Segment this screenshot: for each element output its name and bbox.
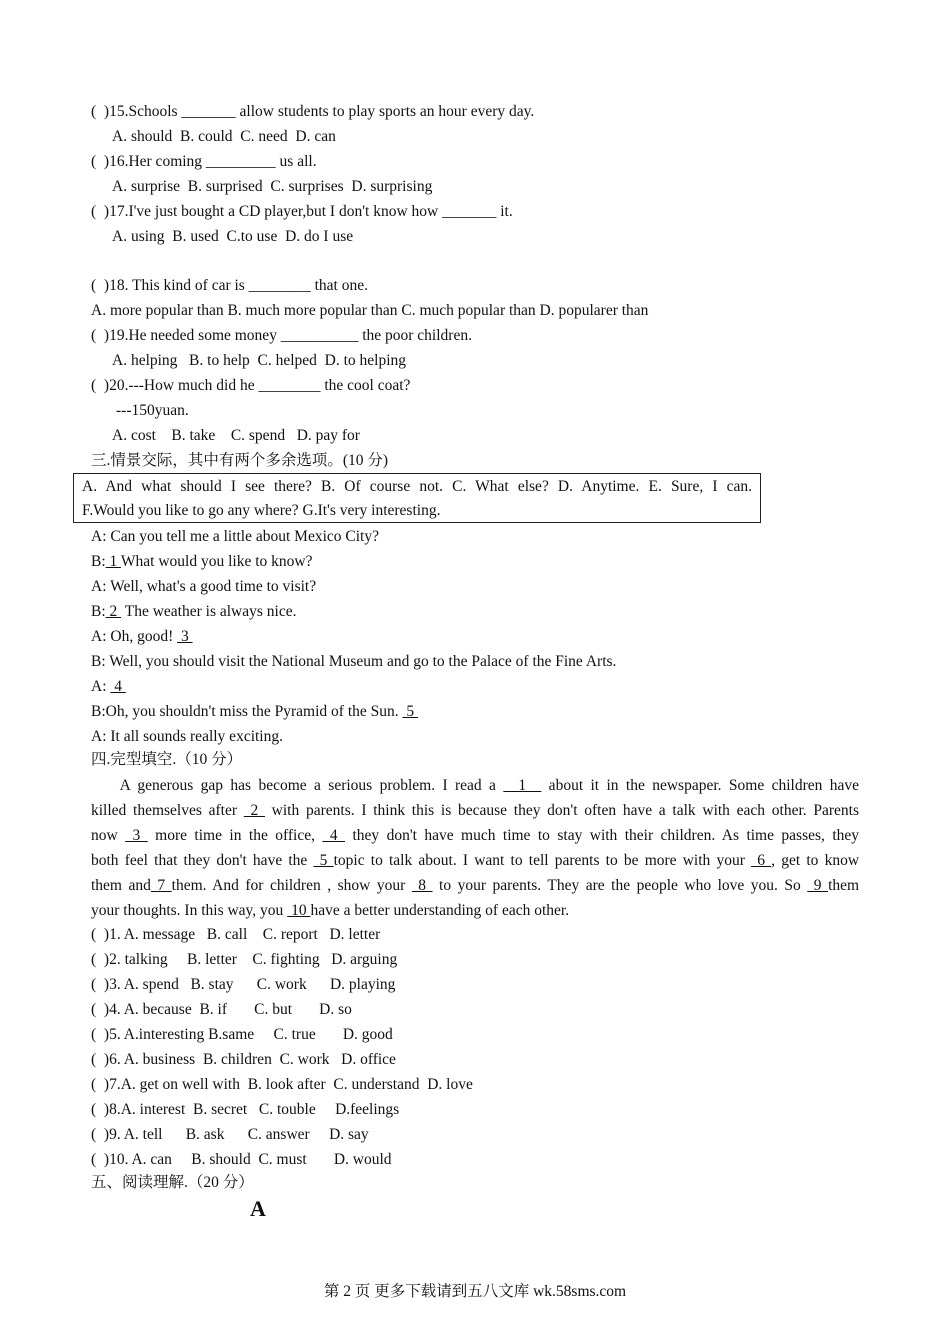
page-footer: 第 2 页 更多下载请到五八文库 wk.58sms.com [323, 1283, 627, 1300]
passage-text: topic to talk about. I want to tell parents to be more with your [333, 852, 752, 869]
section-4-title: 四.完型填空.（10 分） [91, 751, 243, 768]
dialog-text: B: [91, 603, 106, 620]
cloze-choice-line: ( )10. A. can B. should C. must D. would [91, 1151, 392, 1168]
question-18-stem: ( )18. This kind of car is ________ that one. [91, 277, 368, 294]
passage-text: now [91, 827, 126, 844]
passage-line [91, 826, 859, 846]
section-5-title: 五、阅读理解.（20 分） [91, 1174, 254, 1191]
passage-text: killed themselves after [91, 802, 244, 819]
cloze-blank[interactable]: _1_ [503, 777, 542, 794]
dialog-line [91, 627, 193, 647]
cloze-blank[interactable]: 2 [243, 802, 265, 819]
passage-line [91, 776, 859, 796]
dialog-line [91, 727, 283, 747]
dialog-line [91, 602, 296, 622]
dialog-text: A: Oh, good! [91, 628, 178, 645]
cloze-choice-line: ( )4. A. because B. if C. but D. so [91, 1001, 352, 1018]
question-16-stem: ( )16.Her coming _________ us all. [91, 153, 317, 170]
question-18-options: A. more popular than B. much more popular than C. much popular than D. popularer than [91, 302, 649, 319]
passage-text: them and [91, 877, 151, 894]
question-20-stem: ( )20.---How much did he ________ the cool coat? [91, 377, 411, 394]
dialog-line [91, 527, 379, 547]
dialog-line [91, 577, 316, 597]
cloze-choice-line: ( )9. A. tell B. ask C. answer D. say [91, 1126, 369, 1143]
dialog-text: What would you like to know? [120, 553, 313, 570]
question-15-options: A. should B. could C. need D. can [112, 128, 336, 145]
passage-text: with parents. I think this is because they don't often have a talk with each other. Parents [264, 802, 859, 819]
passage-text: both feel that they don't have the [91, 852, 314, 869]
passage-line [91, 851, 859, 871]
cloze-blank[interactable]: 6 [751, 852, 772, 869]
dialog-text: B: [91, 553, 106, 570]
cloze-choice-line: ( )8.A. interest B. secret C. touble D.feelings [91, 1101, 400, 1118]
cloze-choice-line: ( )7.A. get on well with B. look after C. understand D. love [91, 1076, 473, 1093]
dialog-blank[interactable]: 2 [105, 603, 122, 620]
question-19-options: A. helping B. to help C. helped D. to helping [112, 352, 407, 369]
cloze-blank[interactable]: 4 [322, 827, 346, 844]
question-20-options: A. cost B. take C. spend D. pay for [112, 427, 360, 444]
dialog-line [91, 702, 418, 722]
dialog-text: B: Well, you should visit the National Museum and go to the Palace of the Fine Arts. [91, 653, 617, 670]
dialog-line [91, 677, 126, 697]
cloze-blank[interactable]: 7 [150, 877, 172, 894]
dialog-text: A: Well, what's a good time to visit? [91, 578, 317, 595]
dialog-blank[interactable]: 1 [105, 553, 121, 570]
passage-line [91, 876, 859, 896]
cloze-blank[interactable]: 3 [125, 827, 148, 844]
passage-text: more time in the office, [147, 827, 323, 844]
cloze-blank[interactable]: 9 [807, 877, 829, 894]
cloze-blank[interactable]: 8 [411, 877, 433, 894]
cloze-blank[interactable]: 10 [287, 902, 311, 919]
passage-text: to your parents. They are the people who love you. So [432, 877, 808, 894]
passage-line [91, 901, 859, 921]
cloze-choice-line: ( )5. A.interesting B.same C. true D. good [91, 1026, 393, 1043]
passage-text: have a better understanding of each other. [310, 902, 570, 919]
dialog-text: A: Can you tell me a little about Mexico City? [91, 528, 379, 545]
passage-text: your thoughts. In this way, you [91, 902, 288, 919]
passage-text: about it in the newspaper. Some children have [541, 777, 859, 794]
options-box [73, 473, 761, 523]
question-17-stem: ( )17.I've just bought a CD player,but I don't know how _______ it. [91, 203, 513, 220]
passage-text: them [828, 877, 860, 894]
dialog-text: B:Oh, you shouldn't miss the Pyramid of the Sun. [91, 703, 403, 720]
cloze-choice-line: ( )3. A. spend B. stay C. work D. playing [91, 976, 396, 993]
dialog-text: The weather is always nice. [121, 603, 297, 620]
passage-text: them. And for children , show your [171, 877, 412, 894]
question-16-options: A. surprise B. surprised C. surprises D. surprising [112, 178, 433, 195]
section-3-title: 三.情景交际，其中有两个多余选项。(10 分) [91, 452, 389, 469]
dialog-line [91, 652, 616, 672]
dialog-blank[interactable]: 3 [177, 628, 193, 645]
cloze-blank[interactable]: 5 [313, 852, 334, 869]
dialog-blank[interactable]: 4 [110, 678, 126, 695]
passage-text: they don't have much time to stay with their children. As time passes, they [345, 827, 860, 844]
dialog-text: A: It all sounds really exciting. [91, 728, 283, 745]
passage-line [91, 801, 859, 821]
passage-text: A generous gap has become a serious problem. I read a [91, 777, 504, 794]
cloze-choice-line: ( )1. A. message B. call C. report D. letter [91, 926, 381, 943]
question-15-stem: ( )15.Schools _______ allow students to play sports an hour every day. [91, 103, 535, 120]
passage-text: , get to know [771, 852, 860, 869]
dialog-line [91, 552, 312, 572]
cloze-choice-line: ( )2. talking B. letter C. fighting D. arguing [91, 951, 398, 968]
dialog-blank[interactable]: 5 [402, 703, 419, 720]
options-box-line-1: A. And what should I see there? B. Of course not. C. What else? D. Anytime. E. Sure, I can. [82, 478, 752, 495]
question-17-options: A. using B. used C.to use D. do I use [112, 228, 354, 245]
passage-a-heading: A [250, 1196, 266, 1221]
question-19-stem: ( )19.He needed some money __________ the poor children. [91, 327, 472, 344]
question-20-reply: ---150yuan. [116, 402, 189, 419]
options-box-line-2: F.Would you like to go any where? G.It's very interesting. [82, 502, 441, 519]
dialog-text: A: [91, 678, 111, 695]
cloze-choice-line: ( )6. A. business B. children C. work D. office [91, 1051, 396, 1068]
